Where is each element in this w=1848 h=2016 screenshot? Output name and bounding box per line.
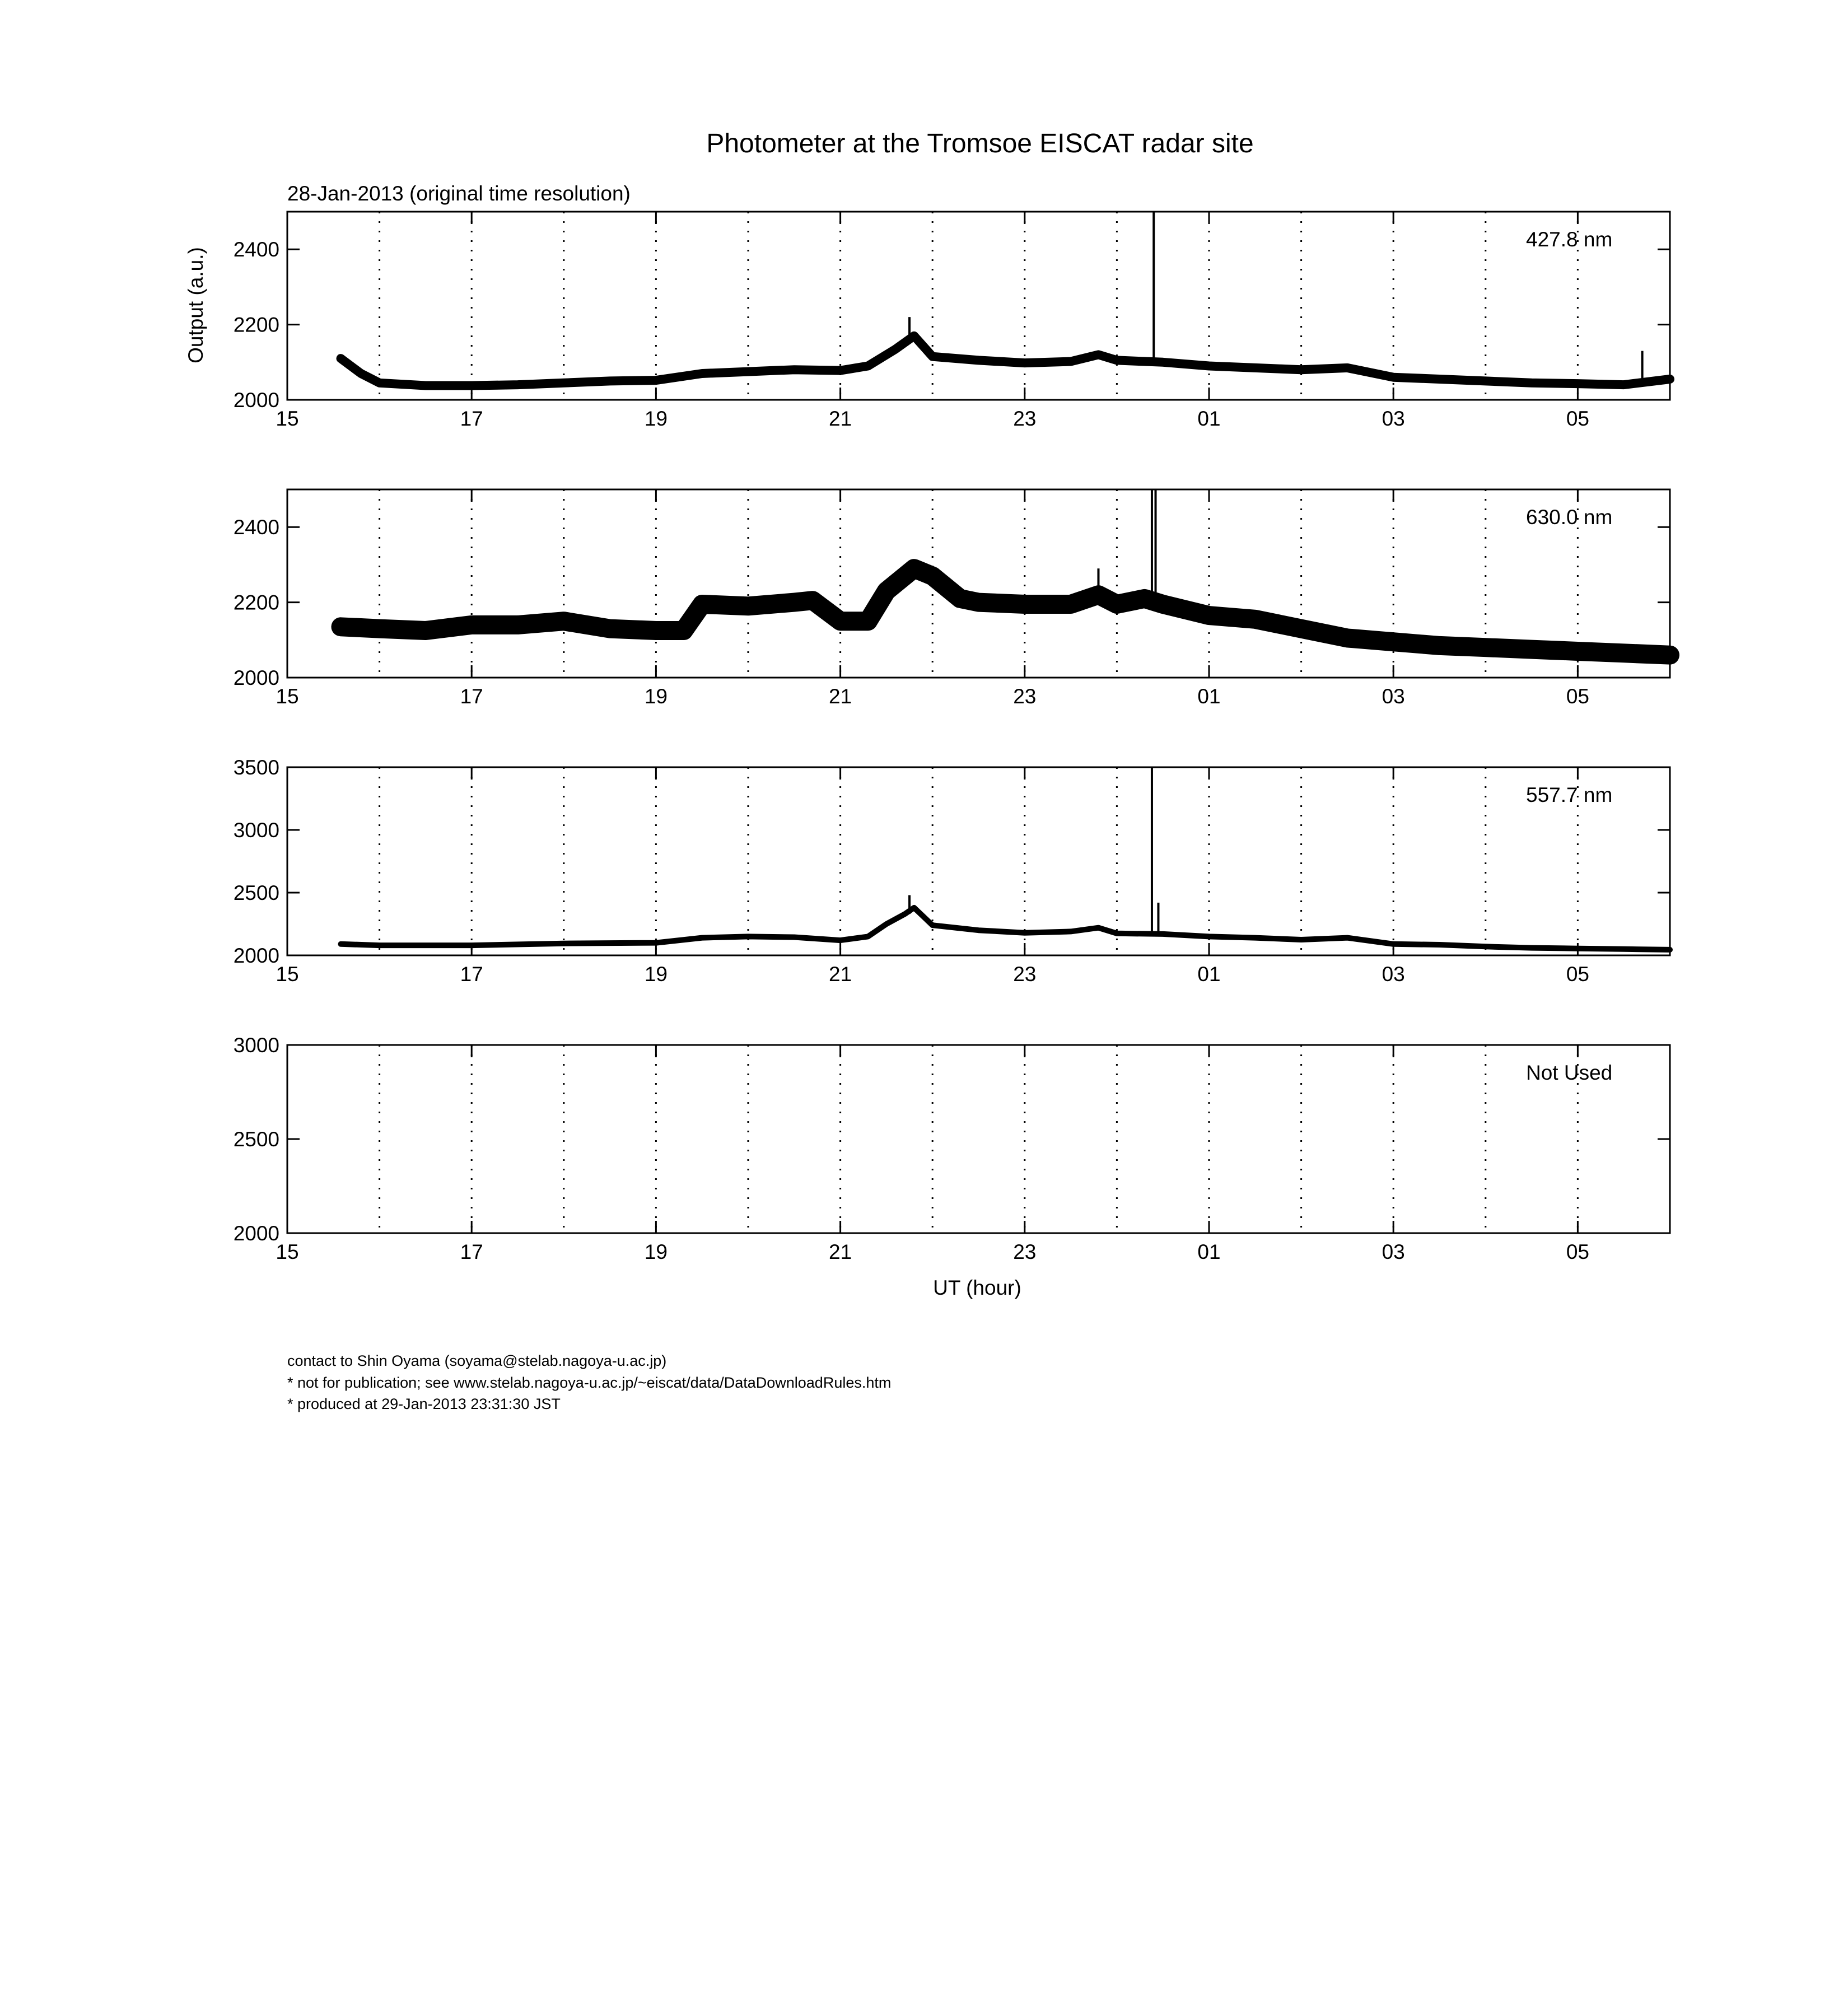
channel-label: 630.0 nm [1526,506,1613,529]
y-tick-label: 2200 [233,313,279,337]
x-tick-label: 17 [460,1240,483,1263]
x-tick-label: 17 [460,685,483,708]
x-tick-label: 05 [1566,963,1589,986]
x-tick-label: 21 [829,685,852,708]
x-tick-label: 23 [1013,963,1037,986]
footer-contact: contact to Shin Oyama (soyama@stelab.nagoya-u.ac.jp) [287,1352,667,1369]
x-axis-label: UT (hour) [933,1276,1021,1299]
y-tick-label: 2000 [233,1222,279,1245]
x-tick-label: 21 [829,963,852,986]
panel-1 [234,212,1670,430]
x-tick-label: 19 [644,407,668,430]
y-tick-label: 2400 [233,516,279,539]
panels-group [234,212,1670,1263]
x-tick-label: 15 [276,685,299,708]
x-tick-label: 19 [644,963,668,986]
y-tick-label: 3000 [233,1034,279,1057]
x-tick-label: 23 [1013,685,1037,708]
y-axis-label: Output (a.u.) [184,247,207,363]
x-tick-label: 19 [644,685,668,708]
channel-label: 427.8 nm [1526,228,1613,251]
y-tick-label: 3000 [233,819,279,842]
x-tick-label: 21 [829,1240,852,1263]
x-tick-label: 17 [460,407,483,430]
x-tick-label: 15 [276,963,299,986]
x-tick-label: 01 [1197,407,1221,430]
x-tick-label: 23 [1013,407,1037,430]
channel-label: Not Used [1526,1061,1613,1084]
plot-frame [287,212,1670,400]
x-tick-label: 21 [829,407,852,430]
chart-title: Photometer at the Tromsoe EISCAT radar site [706,129,1254,158]
x-tick-label: 01 [1197,685,1221,708]
y-tick-label: 2400 [233,238,279,262]
y-tick-label: 2000 [233,389,279,412]
x-tick-label: 03 [1382,407,1405,430]
x-tick-label: 05 [1566,685,1589,708]
x-tick-label: 15 [276,1240,299,1263]
panel-4 [234,1034,1670,1263]
x-tick-label: 19 [644,1240,668,1263]
channel-label: 557.7 nm [1526,783,1613,806]
y-tick-label: 2000 [233,666,279,689]
plot-frame [287,767,1670,955]
x-tick-label: 01 [1197,1240,1221,1263]
chart-subtitle: 28-Jan-2013 (original time resolution) [287,182,631,205]
plot-frame [287,1045,1670,1233]
y-tick-label: 3500 [233,756,279,779]
data-line [341,908,1670,950]
x-tick-label: 17 [460,963,483,986]
x-tick-label: 03 [1382,685,1405,708]
footer-publication-note: * not for publication; see www.stelab.nagoya-u.ac.jp/~eiscat/data/DataDownloadRules.htm [287,1374,892,1391]
panel-3 [234,756,1670,986]
y-tick-label: 2000 [233,944,279,967]
y-tick-label: 2200 [233,591,279,614]
x-tick-label: 01 [1197,963,1221,986]
data-line [341,568,1670,655]
x-tick-label: 03 [1382,1240,1405,1263]
x-tick-label: 23 [1013,1240,1037,1263]
data-line [341,336,1670,386]
panel-2 [234,489,1670,708]
x-tick-label: 05 [1566,407,1589,430]
x-tick-label: 15 [276,407,299,430]
footer-produced-at: * produced at 29-Jan-2013 23:31:30 JST [287,1396,561,1412]
x-tick-label: 05 [1566,1240,1589,1263]
y-tick-label: 2500 [233,1128,279,1151]
x-tick-label: 03 [1382,963,1405,986]
y-tick-label: 2500 [233,881,279,904]
